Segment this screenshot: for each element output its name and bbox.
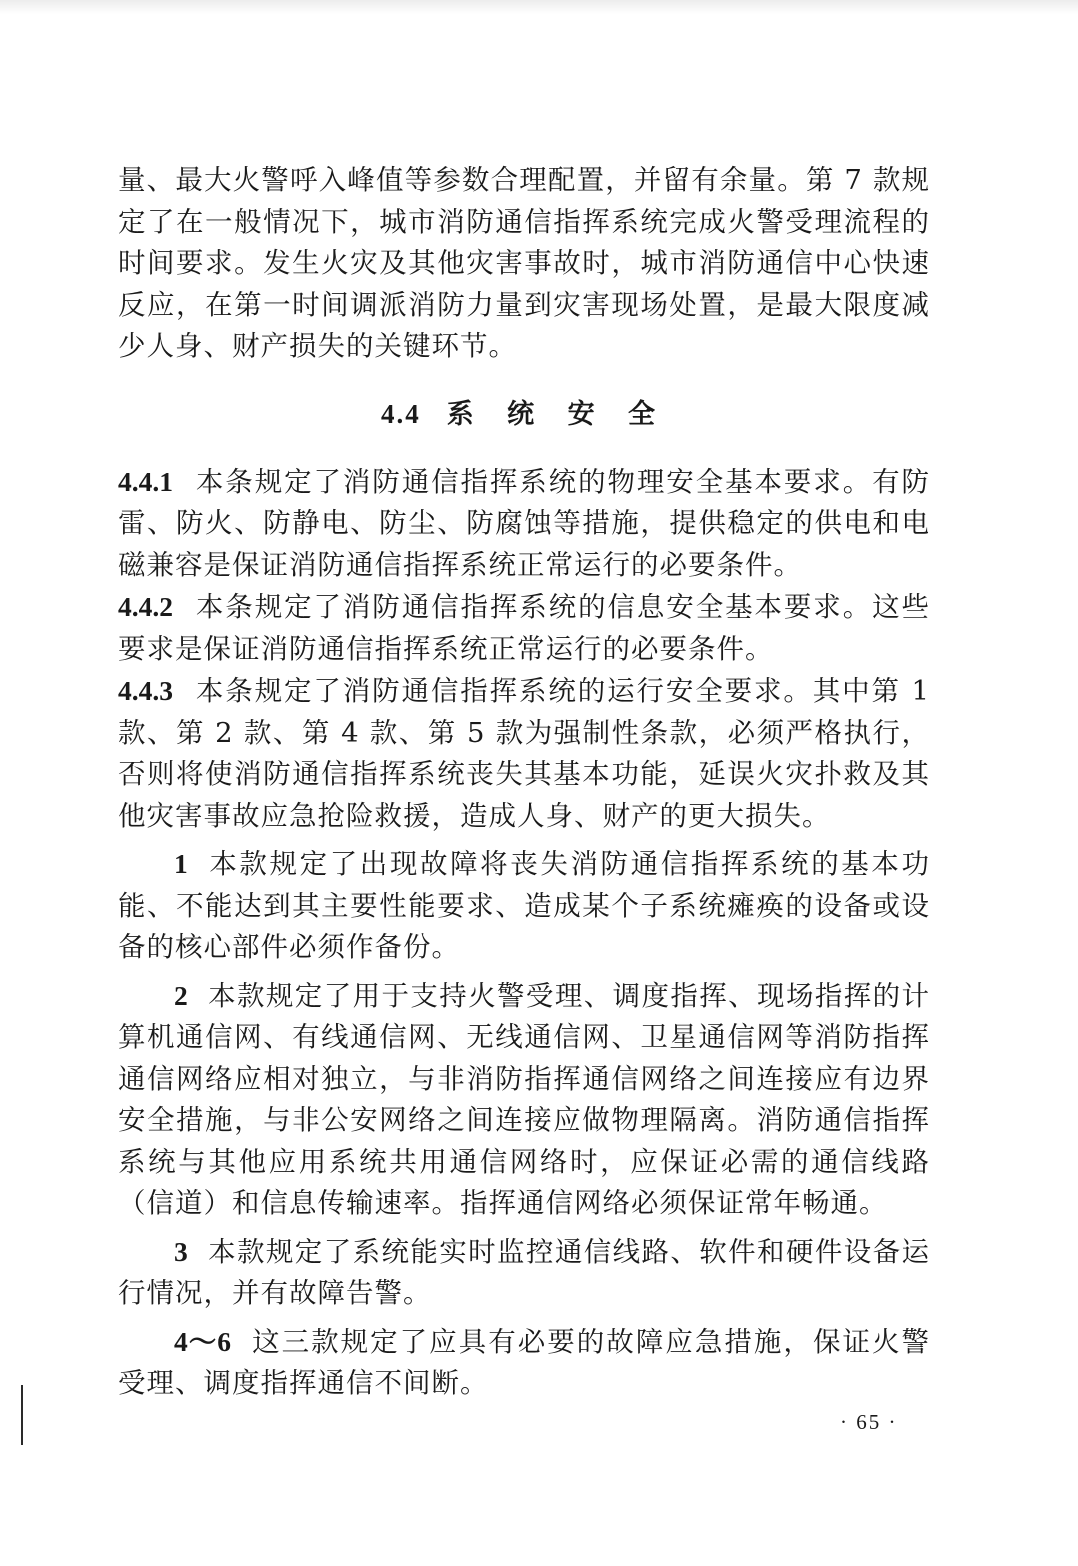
clause-text: 本条规定了消防通信指挥系统的信息安全基本要求。这些要求是保证消防通信指挥系统正常运行的必要条件。 xyxy=(118,591,930,665)
document-page xyxy=(118,160,930,1405)
section-title: 系 统 安 全 xyxy=(446,398,667,430)
clause-text: 本条规定了消防通信指挥系统的运行安全要求。其中第 1 款、第 2 款、第 4 款、第 5 款为强制性条款，必须严格执行，否则将使消防通信指挥系统丧失其基本功能，延误火灾扑救及其他灾害事故应急抢险救援，造成人身、财产的更大损失。 xyxy=(118,675,930,832)
clause-4-4-1 xyxy=(118,461,930,587)
item-text: 本款规定了出现故障将丧失消防通信指挥系统的基本功能、不能达到其主要性能要求、造成某个子系统瘫痪的设备或设备的核心部件必须作备份。 xyxy=(118,848,930,963)
clause-number: 4.4.3 xyxy=(118,675,173,706)
item-number: 1 xyxy=(174,848,188,879)
item-3 xyxy=(118,1231,930,1315)
item-2 xyxy=(118,975,930,1225)
section-number: 4.4 xyxy=(381,398,421,429)
item-number: 4～6 xyxy=(174,1325,232,1357)
item-text: 本款规定了系统能实时监控通信线路、软件和硬件设备运行情况，并有故障告警。 xyxy=(118,1235,930,1309)
clause-number: 4.4.2 xyxy=(118,591,173,622)
item-text: 本款规定了用于支持火警受理、调度指挥、现场指挥的计算机通信网、有线通信网、无线通信网、卫星通信网等消防指挥通信网络应相对独立，与非消防指挥通信网络之间连接应有边界安全措施，与非公安网络之间连接应做物理隔离。消防通信指挥系统与其他应用系统共用通信网络时，应保证必需的通信线路（信道）和信息传输速率。指挥通信网络必须保证常年畅通。 xyxy=(118,979,930,1219)
scan-margin-line xyxy=(21,1385,23,1445)
item-number: 3 xyxy=(174,1235,188,1267)
item-number: 2 xyxy=(174,979,188,1011)
clause-text: 本条规定了消防通信指挥系统的物理安全基本要求。有防雷、防火、防静电、防尘、防腐蚀等措施，提供稳定的供电和电磁兼容是保证消防通信指挥系统正常运行的必要条件。 xyxy=(118,465,930,581)
clause-4-4-3 xyxy=(118,670,930,837)
section-heading xyxy=(118,394,930,435)
page-number: · 65 · xyxy=(840,1410,898,1434)
clause-4-4-2 xyxy=(118,586,930,670)
clause-number: 4.4.1 xyxy=(118,465,173,497)
scan-top-shade xyxy=(0,0,1078,14)
item-4-6 xyxy=(118,1321,930,1405)
intro-paragraph: 量、最大火警呼入峰值等参数合理配置，并留有余量。第 7 款规定了在一般情况下，城市消防通信指挥系统完成火警受理流程的时间要求。发生火灾及其他灾害事故时，城市消防通信中心快速反应，在第一时间调派消防力量到灾害现场处置，是最大限度减少人身、财产损失的关键环节。 xyxy=(118,164,930,362)
item-1 xyxy=(118,843,930,969)
item-text: 这三款规定了应具有必要的故障应急措施，保证火警受理、调度指挥通信不间断。 xyxy=(118,1325,931,1399)
